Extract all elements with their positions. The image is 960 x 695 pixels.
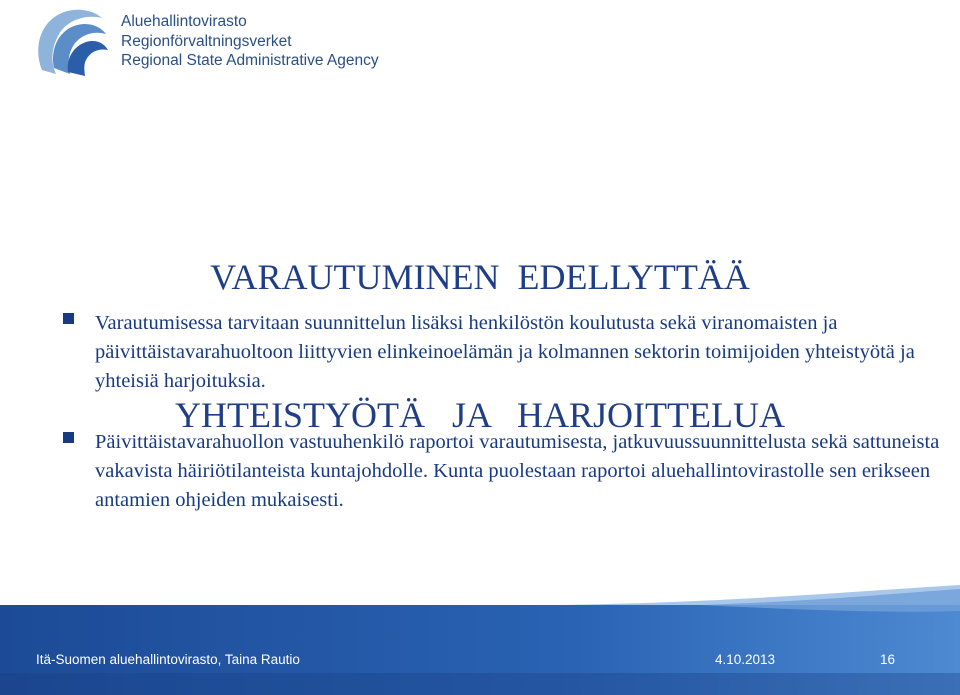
agency-name-sv: Regionförvaltningsverket (121, 32, 292, 50)
bullet-text: Varautumisessa tarvitaan suunnittelun lisäksi henkilöstön koulutusta sekä viranomaisten ja päivittäistavarahuoltoon liittyvien elinkeinoelämän ja kolmannen sektorin toimijoiden yhteistyötä ja yhteisiä harjoituksia. (95, 312, 915, 392)
footer-wave-band (0, 585, 960, 695)
footer (0, 652, 960, 672)
footer-author: Itä-Suomen aluehallintovirasto, Taina Rautio (36, 652, 300, 667)
square-bullet-icon (63, 313, 74, 324)
bullet-text: Päivittäistavarahuollon vastuuhenkilö raportoi varautumisesta, jatkuvuussuunnittelusta sekä sattuneista vakavista häiriötilanteista kuntajohdolle. Kunta puolestaan raportoi aluehallintovirastolle sen erikseen antamien ohjeiden mukaisesti. (95, 431, 940, 511)
agency-name-block (121, 12, 379, 71)
agency-name-en: Regional State Administrative Agency (121, 52, 379, 69)
agency-name-fi: Aluehallintovirasto (121, 13, 247, 30)
bullet-list (60, 309, 940, 515)
agency-logo (28, 6, 118, 80)
square-bullet-icon (63, 432, 74, 443)
bullet-item (60, 428, 940, 515)
bullet-item (60, 309, 940, 396)
page-number: 16 (880, 652, 896, 667)
slide-title-line-2: YHTEISTYÖTÄ JA HARJOITTELUA (175, 395, 785, 435)
slide-title-line-1: VARAUTUMINEN EDELLYTTÄÄ (210, 257, 750, 297)
footer-date: 4.10.2013 (715, 652, 776, 667)
agency-logo-icon (28, 6, 118, 80)
